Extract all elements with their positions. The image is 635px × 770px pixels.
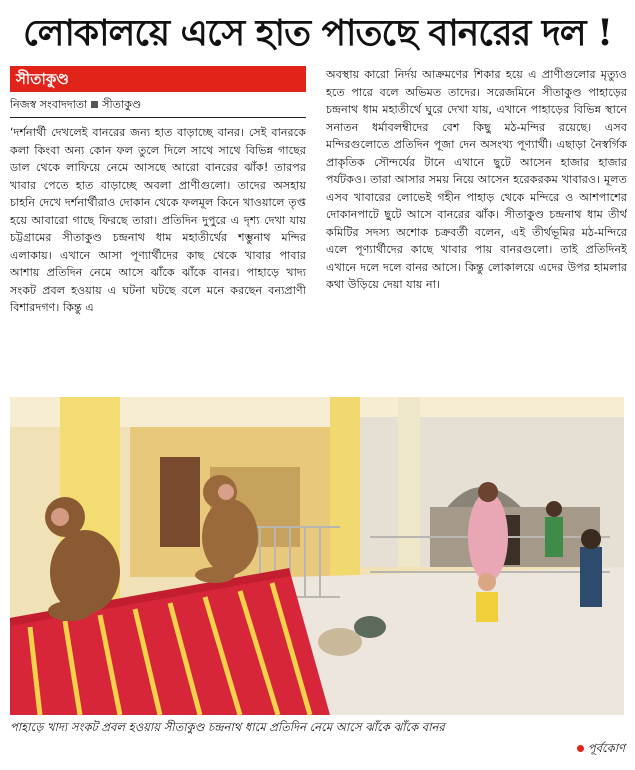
body-text-left (10, 124, 306, 378)
headline: লোকালয়ে এসে হাত পাতছে বানরের দল ! (23, 12, 612, 54)
photo-caption: পাহাড়ে খাদ্য সংকট প্রবল হওয়ায় সীতাকুণ্ড চন্দ্রনাথ ধামে প্রতিদিন নেমে আসে ঝাঁকে ঝাঁকে বানর (10, 720, 445, 734)
location-label: সীতাকুণ্ড (10, 66, 306, 92)
byline-reporter: নিজস্ব সংবাদদাতা (10, 98, 88, 111)
body-text-right (326, 66, 627, 390)
byline (10, 97, 306, 113)
photo-credit (577, 739, 625, 757)
separator-square-icon (91, 101, 98, 108)
article-photo (10, 397, 624, 715)
byline-place: সীতাকুণ্ড (102, 98, 142, 111)
article-column-left (10, 66, 306, 390)
paragraph-left: ‘দর্শনার্থী দেখলেই বানরের জন্য হাত বাড়াচ্ছে বানর। সেই বানরকে কলা কিংবা অন্য কোন ফল তুলে দিলে সাথে সাথে বিভিন্ন গাছের ডাল থেকে লাফিয়ে নেমে আসছে আরো বানরের ঝাঁক! তারপর খাবার পেতে হাত বাড়াচ্ছে অবলা প্রাণীগুলো। তাদের অসহায় চাহনি দেখে দর্শনার্থীরাও দোকান থেকে ফলমূল কিনে খাওয়ালে তৃপ্ত হয়ে আবারো গাছে ফিরছে তারা। প্রতিদিন দুপুরে এ দৃশ্য দেখা যায় চট্টগ্রামের সীতাকুণ্ড চন্দ্রনাথ ধাম মহাতীর্থের শম্ভুনাথ মন্দির এলাকায়। এখানে আসা পূণ্যার্থীদের কাছ থেকে খাবার পাবার আশায় প্রতিদিন নেমে আসে ঝাঁকে ঝাঁকে বানর। পাহাড়ে খাদ্য সংকট প্রবল হওয়ায় এ ঘটনা ঘটছে বলে মনে করছেন বন্যপ্রাণী বিশারদগণ। কিন্তু এ (10, 126, 306, 314)
article-column-right (326, 66, 627, 390)
temple-monkeys-photo (10, 397, 624, 715)
byline-divider (10, 117, 306, 118)
paragraph-right: অবস্থায় কারো নির্দয় আক্রমণের শিকার হয়ে এ প্রাণীগুলোর মৃত্যুও হতে পারে বলে অভিমত তাদের। সরেজমিনে সীতাকুণ্ড পাহাড়ের চন্দ্রনাথ ধাম মহাতীর্থে ঘুরে দেখা যায়, এখানে পাহাড়ের বিভিন্ন স্থানে সনাতন ধর্মাবলম্বীদের বেশ কিছু মঠ-মন্দির রয়েছে। এসব মন্দিরগুলোতে প্রতিদিন পূজা দেন অসংখ্য পূণ্যার্থী। এছাড়া নৈস্বর্গিক প্রাকৃতিক সৌন্দর্যের টানে এখানে ছুটে আসেন হাজার হাজার পর্যটকও। তারা আসার সময় নিয়ে আসেন হরেকরকম খাবারও। মূলত এসব খাবারের লোভেই গহীন পাহাড় থেকে মন্দিরে ও আশপাশের দোকানপাটে ছুটে আসে বানরের ঝাঁক। সীতাকুণ্ড চন্দ্রনাথ ধাম তীর্থ কমিটির সদস্য অশোক চক্রবর্তী বলেন, এই তীর্থভূমির মঠ-মন্দিরে এলে পূণ্যার্থীদের কাছে খাবার পায় বানরগুলো। তাই প্রতিদিনই এখানে দলে দলে বানর আসে। কিন্তু লোকালয়ে এদের উপর হামলার কথা উড়িয়ে দেয়া যায় না। (326, 68, 627, 291)
photo-credit-text: পূর্বকোণ (587, 741, 625, 755)
credit-dot-icon (577, 745, 584, 752)
